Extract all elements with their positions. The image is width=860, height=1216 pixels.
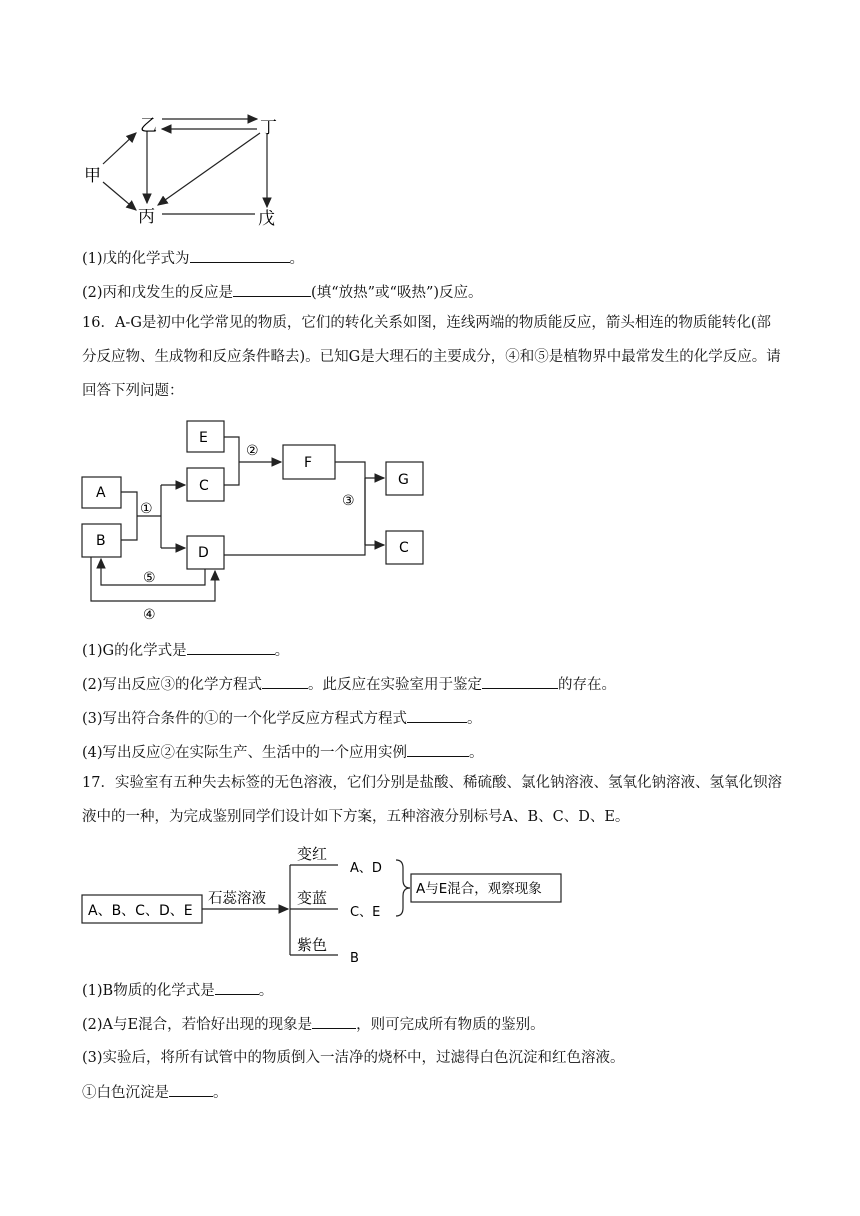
q15-part1-text: (1)戊的化学式为	[82, 251, 190, 267]
answer-blank[interactable]	[407, 708, 467, 723]
label-A: A	[96, 485, 106, 501]
result-purple-items: B	[350, 951, 359, 966]
q16-part1	[82, 640, 289, 661]
q17-part3-text: (3)实验后，将所有试管中的物质倒入一洁净的烧杯中，过滤得白色沉淀和红色溶液。	[82, 1050, 625, 1066]
answer-blank[interactable]	[169, 1082, 213, 1097]
reaction-2-label: ②	[246, 443, 259, 459]
q16-part3	[82, 708, 482, 729]
q16-part3-text: (3)写出符合条件的①的一个化学反应方程式方程式	[82, 711, 408, 727]
q17-part3-1-text: ①白色沉淀是	[82, 1085, 169, 1101]
node-ding: 丁	[260, 118, 277, 138]
answer-blank[interactable]	[312, 1014, 356, 1029]
label-C: C	[199, 478, 209, 494]
start-samples-label: A、B、C、D、E	[88, 903, 193, 919]
answer-blank[interactable]	[215, 980, 259, 995]
result-blue-label: 变蓝	[297, 889, 328, 907]
q17-part3	[82, 1048, 625, 1068]
q17-part1-end: 。	[258, 983, 274, 999]
q16-part3-end: 。	[467, 711, 482, 727]
label-G: G	[398, 472, 409, 488]
label-C2: C	[399, 540, 409, 556]
answer-blank[interactable]	[233, 282, 311, 297]
reaction-4-label: ④	[143, 607, 156, 623]
q15-part2	[82, 282, 483, 303]
action-label: A与E混合，观察现象	[416, 881, 542, 897]
q16-part1-end: 。	[274, 643, 290, 659]
reaction-5-label: ⑤	[143, 570, 156, 586]
q17-part1-text: (1)B物质的化学式是	[82, 983, 215, 999]
label-E: E	[199, 430, 208, 446]
arrow-jia-to-bing	[103, 182, 136, 210]
q16-stem: 16．A-G是初中化学常见的物质，它们的转化关系如图，连线两端的物质能反应，箭头相连的物质能转化(部分反应物、生成物和反应条件略去)。已知G是大理石的主要成分，④和⑤是植物界中最常发生的化学反应。请回答下列问题：	[82, 315, 781, 399]
answer-blank[interactable]	[190, 248, 290, 263]
label-B: B	[96, 533, 106, 549]
transformation-diagram-2	[0, 410, 460, 630]
q15-part1	[82, 248, 304, 269]
node-bing: 丙	[138, 207, 155, 227]
q16-part2-mid: 。此反应在实验室用于鉴定	[308, 677, 483, 693]
answer-blank[interactable]	[407, 742, 469, 757]
result-blue-items: C、E	[350, 905, 381, 920]
q16-part2-text: (2)写出反应③的化学方程式	[82, 677, 263, 693]
result-red-items: A、D	[350, 861, 382, 876]
transformation-diagram-1	[0, 100, 320, 240]
q17-part3-1-end: 。	[213, 1085, 228, 1101]
node-wu: 戊	[258, 209, 275, 229]
q17-stem: 17．实验室有五种失去标签的无色溶液，它们分别是盐酸、稀硫酸、氯化钠溶液、氢氧化钠溶液、氢氧化钡溶液中的一种，为完成鉴别同学们设计如下方案，五种溶液分别标号A、B、C、D、E。	[82, 775, 782, 825]
q15-part1-end: 。	[289, 251, 305, 267]
reaction-1-label: ①	[140, 501, 153, 517]
q17-part1	[82, 980, 273, 1001]
node-yi: 乙	[140, 116, 157, 136]
label-F: F	[304, 455, 313, 471]
q17-part2	[82, 1014, 545, 1035]
q16-part2-end: 的存在。	[558, 677, 617, 693]
node-jia: 甲	[84, 166, 101, 186]
arrow-jia-to-yi	[103, 133, 136, 164]
answer-blank[interactable]	[482, 674, 558, 689]
result-red-label: 变红	[297, 845, 328, 863]
reagent-label: 石蕊溶液	[208, 891, 266, 907]
answer-blank[interactable]	[262, 674, 308, 689]
q15-part2-text: (2)丙和戊发生的反应是	[82, 285, 234, 301]
q16-part4	[82, 742, 484, 763]
q16-part1-text: (1)G的化学式是	[82, 643, 187, 659]
label-D: D	[198, 545, 209, 561]
q16-part4-text: (4)写出反应②在实际生产、生活中的一个应用实例	[82, 745, 408, 761]
q16-part2	[82, 674, 616, 695]
q17-part3-1	[82, 1082, 228, 1103]
q17-part2-end: ，则可完成所有物质的鉴别。	[356, 1017, 545, 1033]
q16-part4-end: 。	[469, 745, 484, 761]
result-purple-label: 紫色	[297, 936, 328, 954]
identification-flowchart	[0, 840, 580, 970]
q17-part2-text: (2)A与E混合，若恰好出现的现象是	[82, 1017, 313, 1033]
reaction-3-label: ③	[342, 493, 355, 509]
arrow-ding-to-bing	[158, 133, 260, 205]
q15-part2-end: (填“放热”或“吸热”)反应。	[311, 285, 483, 301]
answer-blank[interactable]	[187, 640, 275, 655]
